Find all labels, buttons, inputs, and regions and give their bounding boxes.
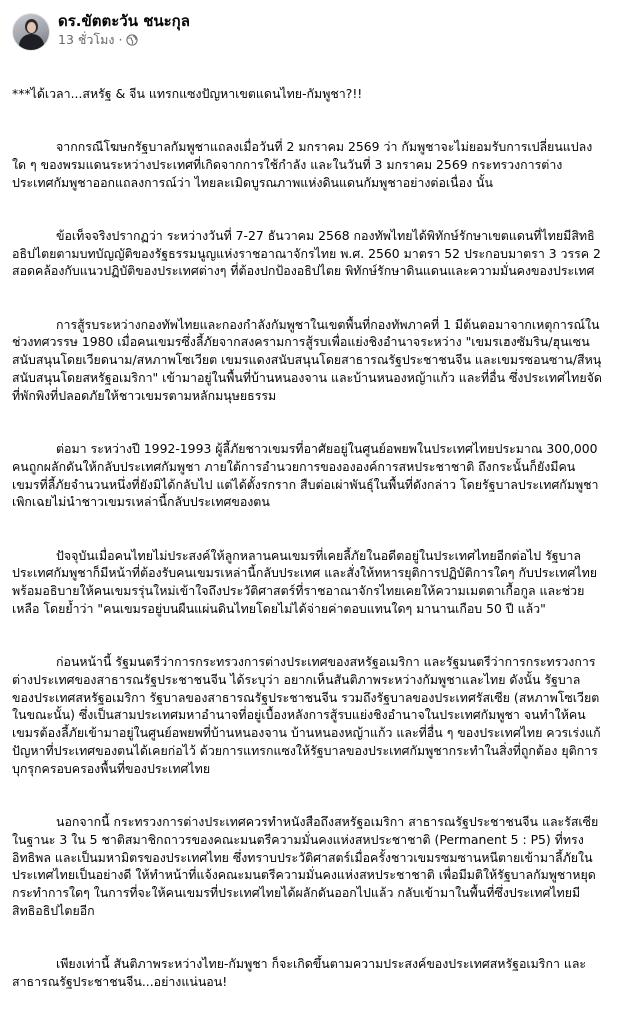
post-paragraph: ต่อมา ระหว่างปี 1992-1993 ผู้ลี้ภัยชาวเขมรที่อาศัยอยู่ในศูนย์อพยพในประเทศไทยประมาณ 300,000 คนถูกผลักดันให้กลับประเทศกัมพูชา ภายใต้การอำนวยการของององค์การสหประชาชาติ ถึงกระนั้นก็ยังมีคนเขมรที่ลี้ภัยจำนวนหนึ่งที่ยังมิได้กลับไป แต่ได้ตั้งรกราก สืบต่อเผ่าพันธุ์ในพื้นที่ดังกล่าว โดยรัฐบาลประเทศกัมพูชาเพิกเฉยไม่นำชาวเขมรเหล่านี้กลับประเทศของตน bbox=[12, 440, 599, 510]
post-header bbox=[12, 12, 611, 58]
post-headline: ***ได้เวลา...สหรัฐ & จีน แทรกแซงปัญหาเขตแดนไทย-กัมพูชา?!! bbox=[12, 85, 363, 101]
post-paragraph: ข้อเท็จจริงปรากฏว่า ระหว่างวันที่ 7-27 ธันวาคม 2568 กองทัพไทยได้พิทักษ์รักษาเขตแดนที่ไทยมีสิทธิอธิปไตยตามบทบัญญัติของรัฐธรรมนูญแห่งราชอาณาจักรไทย พ.ศ. 2560 มาตรา 52 ประกอบมาตรา 3 วรรค 2 สอดคล้องกับแนวปฏิบัติของประเทศต่างๆ ที่ต้องปกป้องอธิปไตย พิทักษ์รักษาดินแดนและความมั่นคงของประเทศ bbox=[12, 227, 601, 279]
post-paragraph: นอกจากนี้ กระทรวงการต่างประเทศควรทำหนังสือถึงสหรัฐอเมริกา สาธารณรัฐประชาชนจีน และรัสเซีย ในฐานะ 3 ใน 5 ชาติสมาชิกถาวรของคณะมนตรีความมั่นคงแห่งสหประชาชาติ (Permanent 5 : P5) ที่ทรงอิทธิพล และเป็นมหามิตรของประเทศไทย ซึ่งทราบประวัติศาสตร์เมื่อครั้งชาวเขมรซมซานหนีตายเข้ามาลี้ภัยในประเทศไทยเป็นอย่างดี ให้ทำหน้าที่แจ้งคณะมนตรีความมั่นคงแห่งสหประชาชาติ เพื่อมีมติให้รัฐบาลกัมพูชาหยุดกระทำการใดๆ ในการที่จะให้คนเขมรที่ประเทศไทยได้ผลักดันออกไปแล้ว กลับเข้ามาในพื้นที่ซึ่งประเทศไทยมีสิทธิอธิปไตยอีก bbox=[12, 814, 599, 919]
meta-separator: · bbox=[118, 32, 123, 47]
post-timestamp[interactable]: 13 ชั่วโมง bbox=[58, 32, 115, 47]
author-name[interactable]: ดร.ขัตตะวัน ชนะกุล bbox=[58, 12, 190, 30]
author-avatar[interactable] bbox=[12, 13, 50, 51]
post-paragraph: จากกรณีโฆษกรัฐบาลกัมพูชาแถลงเมื่อวันที่ 2 มกราคม 2569 ว่า กัมพูชาจะไม่ยอมรับการเปลี่ยนแปลงใด ๆ ของพรมแดนระหว่างประเทศที่เกิดจากการใช้กำลัง และในวันที่ 3 มกราคม 2569 กระทรวงการต่างประเทศกัมพูชาออกแถลงการณ์ว่า ไทยละเมิดบูรณภาพแห่งดินแดนกัมพูชาอย่างต่อเนื่อง นั้น bbox=[12, 138, 593, 190]
post-paragraph: ก่อนหน้านี้ รัฐมนตรีว่าการกระทรวงการต่างประเทศของสหรัฐอเมริกา และรัฐมนตรีว่าการกระทรวงการต่างประเทศของสาธารณรัฐประชาชนจีน ได้ระบุว่า อยากเห็นสันติภาพระหว่างกัมพูชาและไทย ดังนั้น รัฐบาลของประเทศสหรัฐอเมริกา รัฐบาลของสาธารณรัฐประชาชนจีน รวมถึงรัฐบาลของประเทศรัสเซีย (สหภาพโซเวียตในขณะนั้น) ซึ่งเป็นสามประเทศมหาอำนาจที่อยู่เบื้องหลังการสู้รบแย่งชิงอำนาจในประเทศกัมพูชา จนทำให้คนเขมรต้องลี้ภัยเข้ามาอยู่ในศูนย์อพยพที่บ้านหนองจาน บ้านหนองหญ้าแก้ว และที่อื่น ๆ ของประเทศไทย ควรเร่งแก้ปัญหาที่ประเทศของตนได้เคยก่อไว้ ด้วยการแทรกแซงให้รัฐบาลของประเทศกัมพูชากระทำในสิ่งที่ถูกต้อง ยุติการบุกรุกครอบครองพื้นที่ของประเทศไทย bbox=[12, 654, 601, 776]
globe-icon[interactable] bbox=[126, 34, 138, 46]
post-paragraph: การสู้รบระหว่างกองทัพไทยและกองกำลังกัมพูชาในเขตพื้นที่กองทัพภาคที่ 1 มีต้นตอมาจากเหตุการณ์ในช่วงทศวรรษ 1980 เมื่อคนเขมรซึ่งลี้ภัยจากสงครามการสู้รบเพื่อแย่งชิงอำนาจระหว่าง "เขมรเฮงซัมริน/ฮุนเซน สนับสนุนโดยเวียดนาม/สหภาพโซเวียต เขมรแดงสนับสนุนโดยสาธารณรัฐประชาชนจีน และเขมรซอนซาน/สีหนุ สนับสนุนโดยสหรัฐอเมริกา" เข้ามาอยู่ในพื้นที่บ้านหนองจาน และบ้านหนองหญ้าแก้ว และที่อื่น ซึ่งประเทศไทยจัดที่พักพิงที่ปลอดภัยให้ชาวเขมรตามหลักมนุษยธรรม bbox=[12, 316, 602, 403]
post-paragraph: เพียงเท่านี้ สันติภาพระหว่างไทย-กัมพูชา ก็จะเกิดขึ้นตามความประสงค์ของประเทศสหรัฐอเมริกา และสาธารณรัฐประชาชนจีน...อย่างแน่นอน! bbox=[12, 956, 587, 990]
post-header-text bbox=[58, 12, 190, 49]
post-paragraph: ปัจจุบันเมื่อคนไทยไม่ประสงค์ให้ลูกหลานคนเขมรที่เคยลี้ภัยในอดีตอยู่ในประเทศไทยอีกต่อไป รัฐบาลประเทศกัมพูชาก็มีหน้าที่ต้องรับคนเขมรเหล่านี้กลับประเทศ และสั่งให้ทหารยุติการปฏิบัติการใดๆ กับประเทศไทย พร้อมอธิบายให้คนเขมรรุ่นใหม่เข้าใจถึงประวัติศาสตร์ที่ราชอาณาจักรไทยเคยให้ความเมตตาเกื้อกูล และช่วยเหลือ โดยย้ำว่า "คนเขมรอยู่บนผืนแผ่นดินไทยโดยไม่ได้จ่ายค่าตอบแทนใดๆ มานานเกือบ 50 ปี แล้ว" bbox=[12, 547, 597, 616]
post-body bbox=[12, 67, 602, 1026]
post-meta bbox=[58, 31, 190, 49]
